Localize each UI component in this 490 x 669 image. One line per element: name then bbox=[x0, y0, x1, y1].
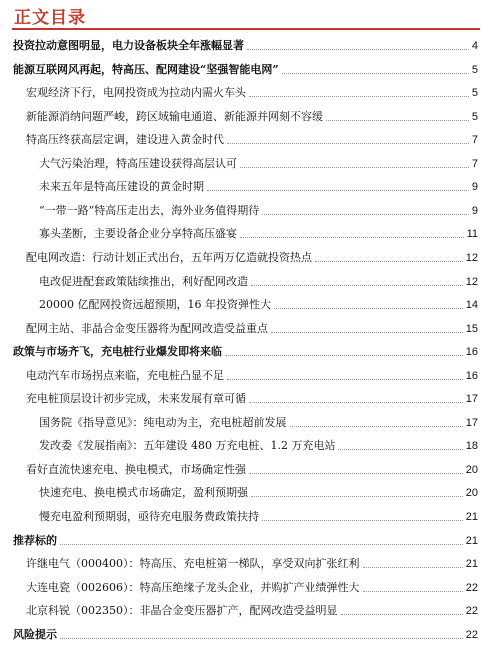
toc-entry-title: 许继电气（000400）：特高压、充电桩第一梯队，享受双向扩张红利 bbox=[26, 557, 360, 571]
toc-entry[interactable] bbox=[0, 108, 490, 126]
toc-entry-page-number: 20 bbox=[465, 463, 478, 476]
toc-entry[interactable] bbox=[0, 414, 490, 432]
toc-entry[interactable] bbox=[0, 225, 490, 243]
toc-entry-page-number: 18 bbox=[465, 440, 478, 453]
toc-entry[interactable] bbox=[0, 131, 490, 149]
toc-dot-leader bbox=[249, 402, 463, 403]
toc-entry-page-number: 5 bbox=[471, 110, 478, 123]
toc-dot-leader bbox=[251, 496, 463, 497]
toc-entry[interactable] bbox=[0, 532, 490, 550]
toc-entry-title: 大气污染治理，特高压建设获得高层认可 bbox=[39, 156, 237, 170]
toc-dot-leader bbox=[338, 449, 463, 450]
toc-entry[interactable] bbox=[0, 178, 490, 196]
toc-entry-title: 充电桩顶层设计初步完成，未来发展有章可循 bbox=[26, 392, 246, 406]
toc-entry-page-number: 17 bbox=[465, 393, 478, 406]
toc-dot-leader bbox=[271, 332, 463, 333]
toc-entry-page-number: 7 bbox=[471, 157, 478, 170]
toc-entry-page-number: 11 bbox=[466, 228, 478, 241]
toc-title: 正文目录 bbox=[14, 8, 86, 28]
toc-entry[interactable] bbox=[0, 249, 490, 267]
toc-entry[interactable] bbox=[0, 343, 490, 361]
toc-dot-leader bbox=[326, 120, 469, 121]
toc-dot-leader bbox=[249, 96, 469, 97]
toc-dot-leader bbox=[227, 379, 463, 380]
toc-entry[interactable] bbox=[0, 626, 490, 644]
toc-entry-title: 国务院《指导意见》：纯电动为主，充电桩超前发展 bbox=[39, 415, 287, 429]
toc-entry[interactable] bbox=[0, 296, 490, 314]
toc-entry-title: 新能源消纳问题严峻，跨区域输电通道、新能源并网刻不容缓 bbox=[26, 109, 323, 123]
toc-entry-title: 快速充电、换电模式市场确定，盈利预期强 bbox=[39, 486, 248, 500]
toc-entry-page-number: 7 bbox=[471, 134, 478, 147]
toc-entry[interactable] bbox=[0, 602, 490, 620]
toc-dot-leader bbox=[207, 190, 469, 191]
toc-entry[interactable] bbox=[0, 84, 490, 102]
toc-entry-page-number: 16 bbox=[465, 369, 478, 382]
toc-dot-leader bbox=[240, 167, 469, 168]
toc-dot-leader bbox=[282, 73, 469, 74]
toc-entry[interactable] bbox=[0, 508, 490, 526]
toc-entry-page-number: 22 bbox=[465, 581, 478, 594]
toc-dot-leader bbox=[363, 591, 463, 592]
title-underline bbox=[12, 28, 480, 30]
toc-entry-page-number: 20 bbox=[465, 487, 478, 500]
toc-entry-title: 未来五年是特高压建设的黄金时期 bbox=[39, 180, 204, 194]
toc-entry-title: 发改委《发展指南》：五年建设 480 万充电桩、1.2 万充电站 bbox=[39, 439, 336, 453]
toc-entry[interactable] bbox=[0, 390, 490, 408]
toc-entry-page-number: 22 bbox=[465, 628, 478, 641]
toc-entry-page-number: 21 bbox=[465, 534, 478, 547]
toc-entry-title: 配网主站、非晶合金变压器将为配网改造受益重点 bbox=[26, 321, 268, 335]
toc-entry-page-number: 21 bbox=[465, 511, 478, 523]
toc-entry-title: 特高压终获高层定调，建设进入黄金时代 bbox=[26, 133, 224, 147]
toc-entry-page-number: 15 bbox=[465, 322, 478, 335]
toc-entry-title: 北京科锐（002350）：非晶合金变压器扩产，配网改造受益明显 bbox=[26, 604, 338, 618]
toc-entry[interactable] bbox=[0, 320, 490, 338]
toc-entry[interactable] bbox=[0, 555, 490, 573]
toc-entry[interactable] bbox=[0, 579, 490, 597]
toc-entry-title: 20000 亿配网投资远超预期，16 年投资弹性大 bbox=[39, 298, 271, 312]
toc-entry-title: 宏观经济下行，电网投资成为拉动内需火车头 bbox=[26, 86, 246, 100]
toc-dot-leader bbox=[274, 308, 463, 309]
toc-dot-leader bbox=[249, 473, 463, 474]
toc-entry-title: 投资拉动意图明显，电力设备板块全年涨幅显著 bbox=[13, 39, 244, 52]
toc-entry-page-number: 5 bbox=[471, 63, 478, 76]
toc-entry[interactable] bbox=[0, 367, 490, 385]
toc-dot-leader bbox=[290, 426, 463, 427]
toc-dot-leader bbox=[60, 544, 463, 545]
toc-entry-title: 寡头垄断，主要设备企业分享特高压盛宴 bbox=[39, 227, 237, 241]
toc-entry-page-number: 14 bbox=[465, 299, 478, 312]
toc-entry[interactable] bbox=[0, 484, 490, 502]
toc-entry-page-number: 9 bbox=[471, 204, 478, 217]
toc-dot-leader bbox=[262, 520, 463, 521]
toc-dot-leader bbox=[225, 355, 463, 356]
toc-entry-title: 电改促进配套政策陆续推出，利好配网改造 bbox=[39, 274, 248, 288]
toc-dot-leader bbox=[363, 567, 463, 568]
toc-entry-title: 配电网改造：行动计划正式出台，五年两万亿造就投资热点 bbox=[26, 250, 312, 264]
toc-entry-page-number: 22 bbox=[465, 605, 478, 618]
toc-dot-leader bbox=[247, 49, 469, 50]
toc-entry-title: “一带一路”特高压走出去，海外业务值得期待 bbox=[39, 203, 260, 217]
toc-dot-leader bbox=[262, 214, 469, 215]
toc-entry[interactable] bbox=[0, 202, 490, 220]
toc-entry-page-number: 4 bbox=[471, 40, 478, 52]
toc-entry-page-number: 17 bbox=[465, 416, 478, 429]
toc-entry-page-number: 9 bbox=[471, 181, 478, 194]
toc-entry-title: 推荐标的 bbox=[13, 533, 57, 547]
toc-entry[interactable] bbox=[0, 461, 490, 479]
toc-entry[interactable] bbox=[0, 273, 490, 291]
toc-entry-page-number: 21 bbox=[465, 558, 478, 571]
toc-dot-leader bbox=[227, 143, 469, 144]
toc-entry[interactable] bbox=[0, 437, 490, 455]
toc-dot-leader bbox=[315, 261, 463, 262]
toc-entry[interactable] bbox=[0, 61, 490, 79]
toc-entry[interactable] bbox=[0, 155, 490, 173]
toc-dot-leader bbox=[251, 285, 463, 286]
toc-entry-title: 风险提示 bbox=[13, 627, 57, 641]
toc-dot-leader bbox=[60, 638, 463, 639]
toc-dot-leader bbox=[341, 614, 463, 615]
toc-entry-page-number: 12 bbox=[465, 251, 478, 264]
toc-entry-title: 能源互联网风再起，特高压、配网建设“坚强智能电网” bbox=[13, 62, 279, 76]
toc-entry-title: 政策与市场齐飞，充电桩行业爆发即将来临 bbox=[13, 345, 222, 359]
toc-entry-title: 慢充电盈利预期弱，亟待充电服务费政策扶持 bbox=[39, 510, 259, 523]
toc-entry-title: 大连电瓷（002606）：特高压绝缘子龙头企业，并购扩产业绩弹性大 bbox=[26, 580, 360, 594]
toc-entry-title: 电动汽车市场拐点来临，充电桩凸显不足 bbox=[26, 368, 224, 382]
toc-entry-page-number: 16 bbox=[465, 346, 478, 359]
toc-dot-leader bbox=[240, 237, 464, 238]
toc-entry-page-number: 12 bbox=[465, 275, 478, 288]
toc-entry[interactable] bbox=[0, 37, 490, 55]
toc-entry-page-number: 5 bbox=[471, 87, 478, 100]
toc-entry-title: 看好直流快速充电、换电模式，市场确定性强 bbox=[26, 462, 246, 476]
